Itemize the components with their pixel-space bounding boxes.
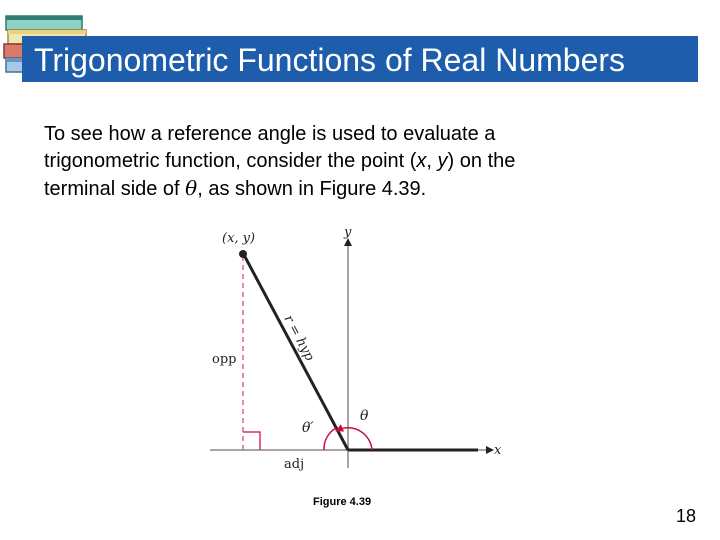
theta-prime-label: θ′ <box>302 420 314 436</box>
theta-prime-arc <box>324 428 336 450</box>
body-line-2-start: trigonometric function, consider the point ( <box>44 150 417 172</box>
hypotenuse-line <box>243 253 348 450</box>
adj-label: adj <box>284 457 305 472</box>
var-x: x <box>416 150 427 172</box>
slide-title: Trigonometric Functions of Real Numbers <box>34 42 626 78</box>
comma: , <box>426 150 438 172</box>
point-xy <box>239 250 247 258</box>
theta-label: θ <box>360 408 369 424</box>
var-theta: θ <box>185 176 198 200</box>
opp-label: opp <box>212 352 237 367</box>
body-line-3-end: , as shown in Figure 4.39. <box>197 178 427 200</box>
figure-caption: Figure 4.39 <box>313 496 372 508</box>
body-paragraph <box>44 121 664 203</box>
x-axis-label: x <box>494 443 502 458</box>
reference-angle-figure <box>200 218 520 478</box>
hyp-label: r = hyp <box>280 312 317 364</box>
var-y: y <box>437 150 448 172</box>
right-angle-marker <box>243 432 260 450</box>
page-number: 18 <box>676 506 697 526</box>
body-line-1: To see how a reference angle is used to evaluate a <box>44 123 496 145</box>
y-axis-label: y <box>344 225 352 240</box>
body-line-3-start: terminal side of <box>44 178 186 200</box>
point-label: (x, y) <box>222 231 256 246</box>
body-line-2-end: ) on the <box>447 150 516 172</box>
